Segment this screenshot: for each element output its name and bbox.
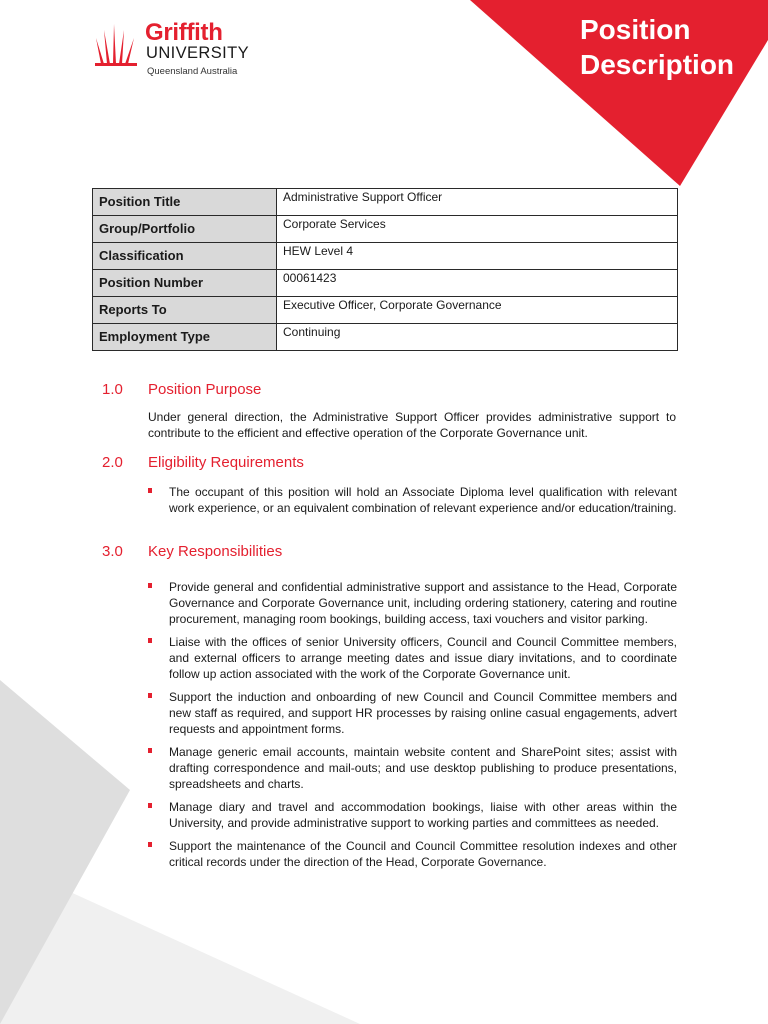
table-row-value: HEW Level 4 (277, 243, 678, 270)
table-row-label: Employment Type (93, 324, 277, 351)
section-title: Eligibility Requirements (148, 454, 304, 471)
list-item (148, 838, 677, 870)
position-details-table (92, 188, 678, 351)
list-item-text: Liaise with the offices of senior University officers, Council and Council Committee members, and external officers to arrange meeting dates and issue diary invitations, and to coordinate follow up action associated with the work of the Corporate Governance unit. (169, 635, 677, 681)
table-row-label: Classification (93, 243, 277, 270)
section-heading-responsibilities (102, 543, 282, 561)
list-item (148, 484, 677, 516)
logo-wordmark: Griffith (145, 19, 223, 46)
table-row-value: Executive Officer, Corporate Governance (277, 297, 678, 324)
responsibilities-list (148, 579, 677, 877)
table-row-label: Group/Portfolio (93, 216, 277, 243)
list-item (148, 689, 677, 737)
university-logo (92, 18, 262, 80)
banner-line-2: Description (580, 49, 735, 80)
section-number: 2.0 (102, 454, 123, 471)
eligibility-list (148, 484, 677, 523)
section-title: Key Responsibilities (148, 543, 283, 560)
bullet-square-icon (148, 842, 152, 847)
bullet-square-icon (148, 638, 152, 643)
list-item (148, 634, 677, 682)
table-row-value: 00061423 (277, 270, 678, 297)
list-item (148, 799, 677, 831)
bullet-square-icon (148, 748, 152, 753)
table-row-value: Continuing (277, 324, 678, 351)
bullet-square-icon (148, 583, 152, 588)
bullet-square-icon (148, 693, 152, 698)
banner-line-1: Position (580, 14, 691, 45)
section-title: Position Purpose (148, 381, 262, 398)
section-heading-purpose (102, 381, 261, 399)
list-item-text: The occupant of this position will hold an Associate Diploma level qualification with relevant work experience, or an equivalent combination of relevant experience and/or education/training. (169, 485, 677, 515)
table-row-label: Position Number (93, 270, 277, 297)
list-item-text: Provide general and confidential administrative support and assistance to the Head, Corporate Governance and Corporate Governance unit, including ordering stationery, catering and routine procurement, managing room bookings, building access, taxi vouchers and visitor parking. (169, 580, 677, 626)
table-row (93, 189, 678, 216)
logo-subtitle: UNIVERSITY (146, 44, 250, 62)
list-item (148, 579, 677, 627)
section-number: 1.0 (102, 381, 123, 398)
logo-location: Queensland Australia (147, 66, 238, 77)
section-number: 3.0 (102, 543, 123, 560)
table-row (93, 297, 678, 324)
list-item-text: Support the maintenance of the Council and Council Committee resolution indexes and other critical records under the direction of the Head, Corporate Governance. (169, 839, 677, 869)
purpose-paragraph: Under general direction, the Administrative Support Officer provides administrative support to contribute to the efficient and effective operation of the Corporate Governance unit. (148, 410, 676, 440)
table-row (93, 270, 678, 297)
table-row (93, 216, 678, 243)
table-row (93, 243, 678, 270)
table-row-label: Position Title (93, 189, 277, 216)
list-item-text: Manage diary and travel and accommodation bookings, liaise with other areas within the University, and provide administrative support to working parties and committees as needed. (169, 800, 677, 830)
griffith-logo-mark-icon (92, 20, 142, 70)
table-row-label: Reports To (93, 297, 277, 324)
table-row-value: Administrative Support Officer (277, 189, 678, 216)
table-row-value: Corporate Services (277, 216, 678, 243)
list-item (148, 744, 677, 792)
document-type-banner (580, 12, 734, 82)
list-item-text: Manage generic email accounts, maintain website content and SharePoint sites; assist with drafting correspondence and mail-outs; and use desktop publishing to produce presentations, spreadsheets and charts. (169, 745, 677, 791)
table-row (93, 324, 678, 351)
bullet-square-icon (148, 488, 152, 493)
section-heading-eligibility (102, 454, 304, 472)
list-item-text: Support the induction and onboarding of new Council and Council Committee members and new staff as required, and support HR processes by raising online casual engagements, advert requests and appointment forms. (169, 690, 677, 736)
bullet-square-icon (148, 803, 152, 808)
